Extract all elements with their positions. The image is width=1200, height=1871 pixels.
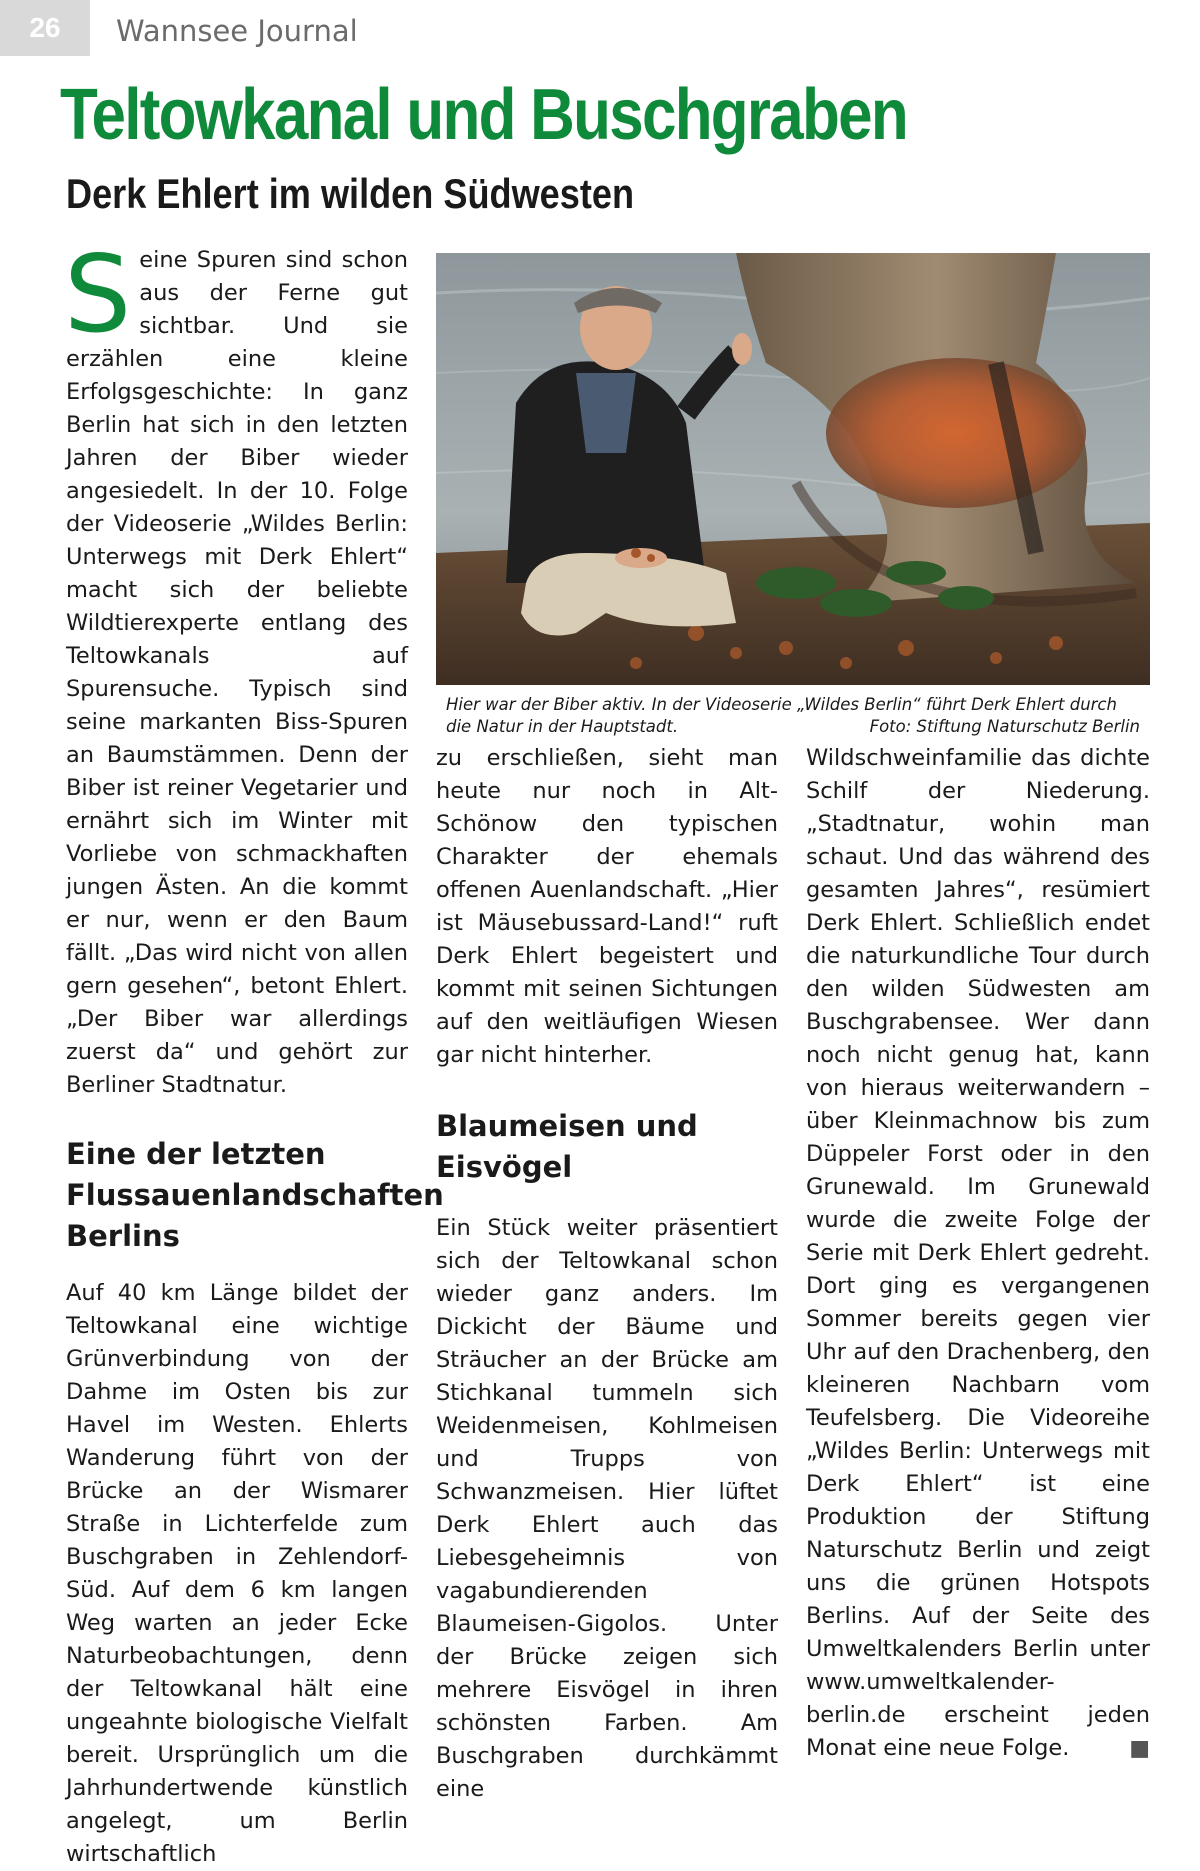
page-number: 26 (0, 0, 90, 56)
body-paragraph (806, 742, 1150, 1765)
beaver-tree-photo-image (436, 253, 1150, 685)
photo-caption (446, 694, 1140, 738)
article-title: Teltowkanal und Buschgraben (60, 75, 907, 155)
dropcap: S (64, 233, 132, 356)
journal-name: Wannsee Journal (116, 14, 358, 48)
column-1 (64, 233, 444, 1871)
article-subtitle: Derk Ehlert im wilden Südwesten (66, 170, 635, 217)
body-paragraph: zu erschließen, sieht man heute nur noch in Alt-Schönow den typischen Charakter der ehemals offenen Auenlandschaft. „Hier ist Mäusebussard-Land!“ ruft Derk Ehlert begeistert und kommt mit seinen Sichtungen auf den weitläufigen Wiesen gar nicht hinterher. (436, 745, 778, 1068)
caption-text: Hier war der Biber aktiv. In der Videoserie „Wildes Berlin“ führt Derk Ehlert durch die Natur in der Hauptstadt. (446, 695, 1117, 736)
article-photo (436, 253, 1150, 685)
end-of-article-mark: ■ (1129, 1736, 1150, 1761)
column-3 (806, 742, 1150, 1765)
photo-credit: Foto: Stiftung Naturschutz Berlin (869, 717, 1140, 736)
section-heading-blaumeisen: Blaumeisen und Eisvögel (436, 1109, 698, 1184)
body-paragraph: Auf 40 km Länge bildet der Teltowkanal eine wichtige Grünverbindung von der Dahme im Osten bis zur Havel im Westen. Ehlerts Wanderung führt von der Brücke an der Wismarer Straße in Lichterfelde zum Buschgraben in Zehlendorf-Süd. Auf dem 6 km langen Weg warten an jeder Ecke Naturbeobachtungen, denn der Teltowkanal hält eine ungeahnte biologische Vielfalt bereit. Ursprünglich um die Jahrhundertwende künstlich angelegt, um Berlin wirtschaftlich (66, 1280, 408, 1867)
col3-text: Wildschweinfamilie das dichte Schilf der Niederung. „Stadtnatur, wohin man schaut. Und das während des gesamten Jahres“, resümiert Derk Ehlert. Schließlich endet die naturkundliche Tour durch den wilden Südwesten am Buschgrabensee. Wer dann noch nicht genug hat, kann von hieraus weiterwandern – über Kleinmachnow bis zum Düppeler Forst oder in den Grunewald. Im Grunewald wurde die zweite Folge der Serie mit Derk Ehlert gedreht. Dort ging es vergangenen Sommer bereits gegen vier Uhr auf den Drachenberg, den kleineren Nachbarn vom Teufelsberg. Die Videoreihe „Wildes Berlin: Unterwegs mit Derk Ehlert“ ist eine Produktion der Stiftung Naturschutz Berlin und zeigt uns die grünen Hotspots Berlins. Auf der Seite des Umweltkalenders Berlin unter www.umweltkalender-berlin.de erscheint jeden Monat eine neue Folge. (806, 745, 1150, 1761)
section-heading-flussauen: Eine der letzten Flussauenlandschaften Berlins (66, 1137, 444, 1253)
intro-text: eine Spuren sind schon aus der Ferne gut sichtbar. Und sie erzählen eine kleine Erfolgsgeschichte: In ganz Berlin hat sich in den letzten Jahren der Biber wieder angesiedelt. In der 10. Folge der Videoserie „Wildes Berlin: Unterwegs mit Derk Ehlert“ macht sich der beliebte Wildtierexperte entlang des Teltowkanals auf Spurensuche. Typisch sind seine markanten Biss-Spuren an Baumstämmen. Denn der Biber ist reiner Vegetarier und ernährt sich im Winter mit Vorliebe von schmackhaften jungen Ästen. An die kommt er nur, wenn er den Baum fällt. „Das wird nicht von allen gern gesehen“, betont Ehlert. „Der Biber war allerdings zuerst da“ und gehört zur Berliner Stadtnatur. (66, 247, 408, 1098)
body-paragraph: Ein Stück weiter präsentiert sich der Teltowkanal schon wieder ganz anders. Im Dickicht der Bäume und Sträucher an der Brücke am Stichkanal tummeln sich Weidenmeisen, Kohlmeisen und Trupps von Schwanzmeisen. Hier lüftet Derk Ehlert auch das Liebesgeheimnis von vagabundierenden Blaumeisen-Gigolos. Unter der Brücke zeigen sich mehrere Eisvögel in ihren schönsten Farben. Am Buschgraben durchkämmt eine (436, 1215, 778, 1802)
column-2 (436, 742, 778, 1806)
intro-paragraph (64, 233, 408, 1102)
